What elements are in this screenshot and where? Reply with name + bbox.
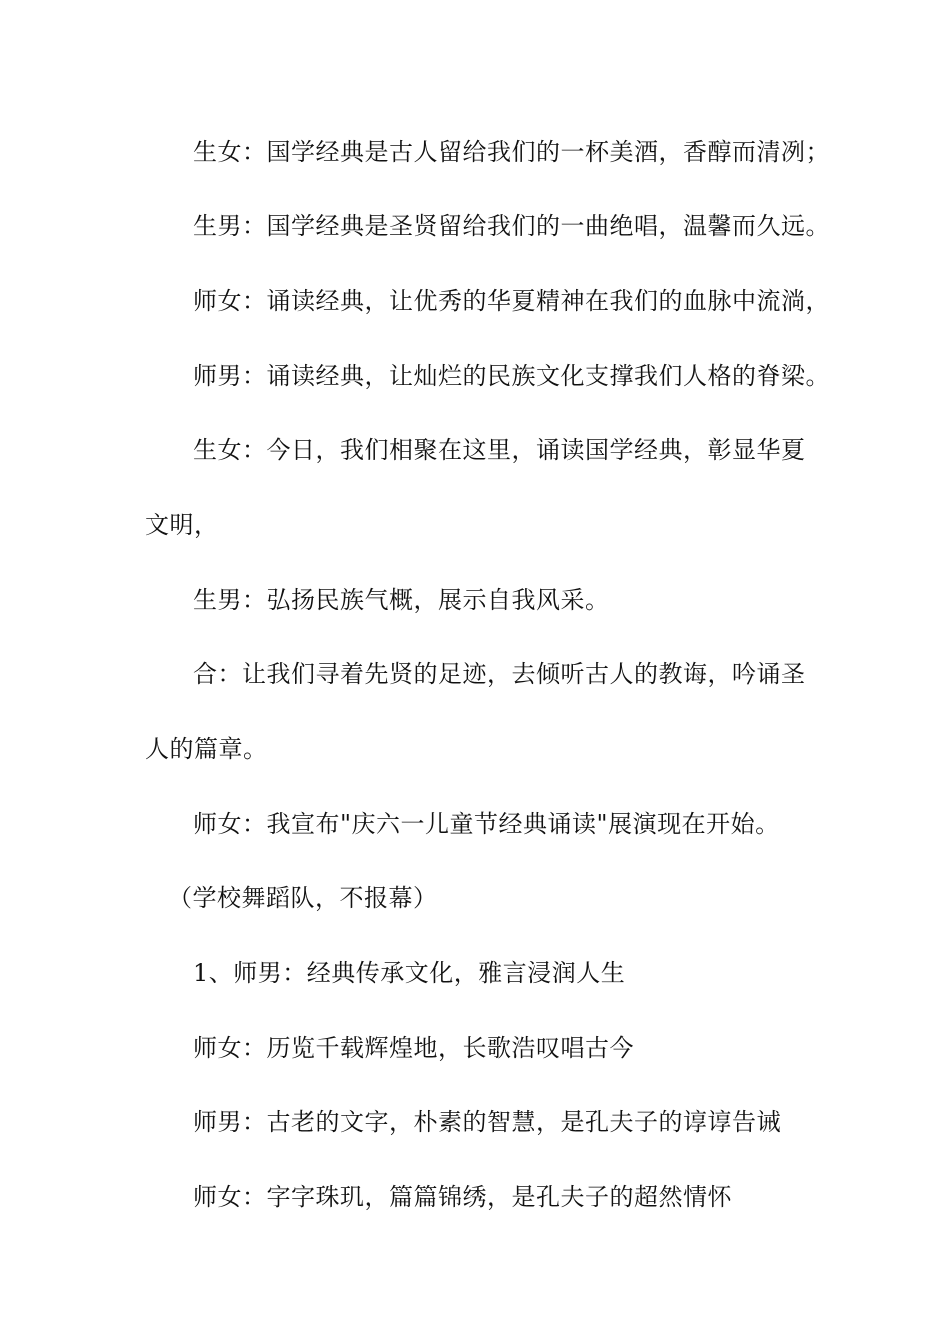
paragraph-line-2: 生男：国学经典是圣贤留给我们的一曲绝唱，温馨而久远。 (193, 212, 830, 240)
paragraph-line-11: （学校舞蹈队，不报幕） (168, 884, 438, 912)
paragraph-line-13: 师女：历览千载辉煌地，长歌浩叹唱古今 (193, 1034, 634, 1062)
paragraph-line-12: 1、师男：经典传承文化，雅言浸润人生 (193, 959, 626, 987)
paragraph-line-15: 师女：字字珠玑，篇篇锦绣，是孔夫子的超然情怀 (193, 1183, 732, 1211)
paragraph-line-6: 文明， (145, 511, 219, 539)
paragraph-line-5: 生女：今日，我们相聚在这里，诵读国学经典，彰显华夏 (193, 436, 806, 464)
paragraph-line-14: 师男：古老的文字，朴素的智慧，是孔夫子的谆谆告诫 (193, 1108, 781, 1136)
paragraph-line-10: 师女：我宣布"庆六一儿童节经典诵读"展演现在开始。 (193, 810, 780, 838)
paragraph-line-1: 生女：国学经典是古人留给我们的一杯美酒，香醇而清冽； (193, 138, 830, 166)
paragraph-line-3: 师女：诵读经典，让优秀的华夏精神在我们的血脉中流淌， (193, 287, 830, 315)
paragraph-line-7: 生男：弘扬民族气概，展示自我风采。 (193, 586, 610, 614)
paragraph-line-9: 人的篇章。 (145, 735, 268, 763)
paragraph-line-8: 合：让我们寻着先贤的足迹，去倾听古人的教诲，吟诵圣 (193, 660, 806, 688)
paragraph-line-4: 师男：诵读经典，让灿烂的民族文化支撑我们人格的脊梁。 (193, 362, 830, 390)
